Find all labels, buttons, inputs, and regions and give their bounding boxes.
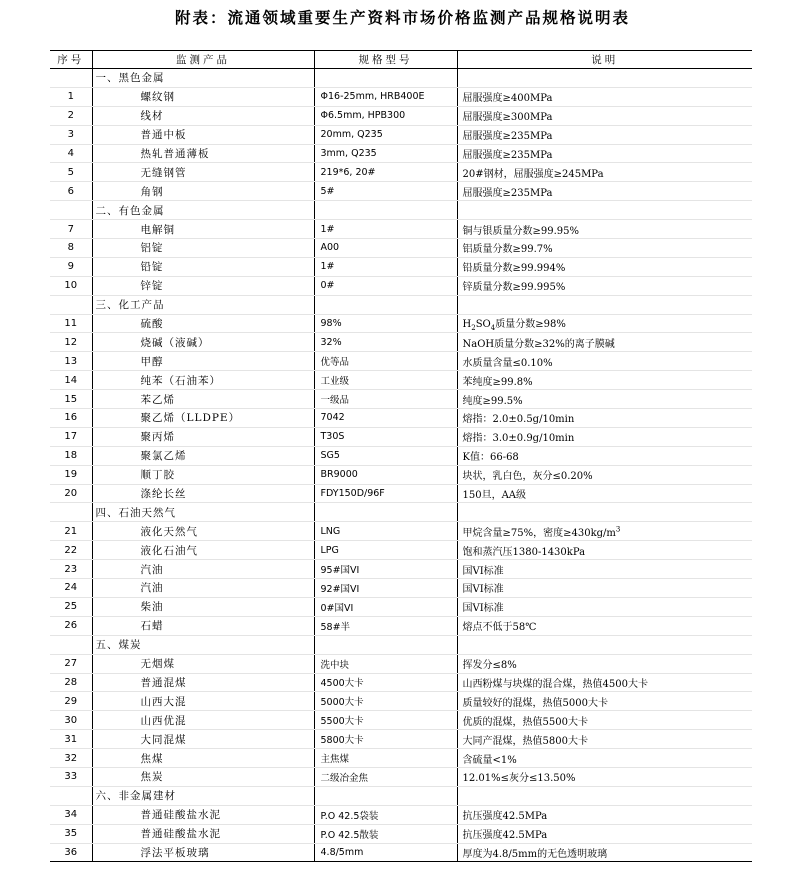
cell-no: 34 [50,805,92,824]
cell-product: 苯乙烯 [92,390,314,409]
table-row [50,541,752,560]
table-row [50,560,752,579]
cell-product: 锌锭 [92,276,314,295]
cell-product: 纯苯（石油苯） [92,371,314,390]
cell-product: 普通硅酸盐水泥 [92,805,314,824]
cell-spec: LPG [314,541,457,560]
cell-desc: 挥发分≤8% [457,654,752,673]
cell-desc: NaOH质量分数≥32%的离子膜碱 [457,333,752,352]
desc-part: 2 [471,324,476,333]
cell-desc [457,635,752,654]
cell-desc [457,503,752,522]
cell-no: 28 [50,673,92,692]
cell-product: 烧碱（液碱） [92,333,314,352]
cell-spec: P.O 42.5散装 [314,824,457,843]
table-body [50,69,752,862]
cell-desc [457,69,752,88]
category-label: 一、黑色金属 [92,69,314,88]
table-row [50,730,752,749]
cell-spec: 58#半 [314,616,457,635]
cell-product: 汽油 [92,579,314,598]
cell-no: 17 [50,427,92,446]
cell-desc: 质量较好的混煤，热值5000大卡 [457,692,752,711]
cell-spec: 219*6, 20# [314,163,457,182]
cell-no: 24 [50,579,92,598]
cell-desc: 大同产混煤，热值5800大卡 [457,730,752,749]
cell-spec: 3mm, Q235 [314,144,457,163]
cell-desc: 铜与银质量分数≥99.95% [457,220,752,239]
table-row [50,87,752,106]
table-row [50,371,752,390]
cell-desc: 屈服强度≥400MPa [457,87,752,106]
cell-product: 涤纶长丝 [92,484,314,503]
cell-no: 9 [50,257,92,276]
cell-no: 1 [50,87,92,106]
cell-no: 35 [50,824,92,843]
cell-spec: 1# [314,257,457,276]
table-row [50,182,752,201]
cell-desc: 屈服强度≥300MPa [457,106,752,125]
cell-spec: 5# [314,182,457,201]
table-row [50,446,752,465]
table-row [50,352,752,371]
cell-spec: 5000大卡 [314,692,457,711]
cell-desc [457,201,752,220]
cell-product: 普通混煤 [92,673,314,692]
cell-spec: SG5 [314,446,457,465]
cell-no: 27 [50,654,92,673]
cell-no: 31 [50,730,92,749]
cell-spec [314,786,457,805]
cell-no: 18 [50,446,92,465]
cell-product: 甲醇 [92,352,314,371]
cell-no: 30 [50,711,92,730]
table-row [50,409,752,428]
cell-spec: 4500大卡 [314,673,457,692]
cell-product: 聚乙烯（LLDPE） [92,409,314,428]
desc-part: H [462,319,472,331]
cell-desc [457,295,752,314]
cell-no: 10 [50,276,92,295]
cell-spec [314,295,457,314]
cell-product: 液化天然气 [92,522,314,541]
cell-spec: 二级冶金焦 [314,767,457,786]
table-row [50,220,752,239]
desc-part: 甲烷含量≥75%，密度≥430kg/m [462,527,616,539]
cell-spec: 20mm, Q235 [314,125,457,144]
cell-product: 浮法平板玻璃 [92,843,314,862]
category-label: 四、石油天然气 [92,503,314,522]
cell-no [50,295,92,314]
cell-spec: 1# [314,220,457,239]
cell-no: 25 [50,597,92,616]
table-row [50,427,752,446]
cell-spec: 优等品 [314,352,457,371]
table-row [50,711,752,730]
cell-spec: 98% [314,314,457,333]
category-row [50,786,752,805]
cell-desc: 饱和蒸汽压1380-1430kPa [457,541,752,560]
category-label: 二、有色金属 [92,201,314,220]
cell-no: 29 [50,692,92,711]
cell-product: 角钢 [92,182,314,201]
cell-product: 普通中板 [92,125,314,144]
table-row [50,314,752,333]
cell-no: 4 [50,144,92,163]
cell-no: 6 [50,182,92,201]
cell-spec [314,201,457,220]
cell-no [50,69,92,88]
cell-no [50,201,92,220]
cell-product: 电解铜 [92,220,314,239]
table-row [50,239,752,258]
category-row [50,295,752,314]
table-row [50,484,752,503]
cell-desc: 熔指：2.0±0.5g/10min [457,409,752,428]
table-row [50,824,752,843]
cell-product: 硫酸 [92,314,314,333]
cell-spec: 7042 [314,409,457,428]
table-row [50,692,752,711]
cell-product: 螺纹钢 [92,87,314,106]
page-title: 附表：流通领域重要生产资料市场价格监测产品规格说明表 [174,9,630,27]
cell-product: 山西大混 [92,692,314,711]
desc-part: SO [475,319,491,331]
cell-spec [314,503,457,522]
cell-no: 12 [50,333,92,352]
cell-product: 液化石油气 [92,541,314,560]
cell-product: 焦煤 [92,749,314,768]
cell-no: 14 [50,371,92,390]
table-row [50,843,752,862]
cell-desc: 纯度≥99.5% [457,390,752,409]
cell-product: 柴油 [92,597,314,616]
cell-no: 7 [50,220,92,239]
cell-product: 聚丙烯 [92,427,314,446]
table-header-row [50,51,752,69]
cell-spec [314,635,457,654]
cell-desc: 屈服强度≥235MPa [457,182,752,201]
table-row [50,749,752,768]
category-row [50,635,752,654]
cell-no: 19 [50,465,92,484]
cell-spec: 洗中块 [314,654,457,673]
cell-product: 热轧普通薄板 [92,144,314,163]
cell-spec: 0# [314,276,457,295]
header-no: 序号 [50,51,92,69]
table-row [50,767,752,786]
table-row [50,522,752,541]
cell-spec: 0#国VI [314,597,457,616]
cell-desc [457,314,752,333]
cell-product: 汽油 [92,560,314,579]
category-label: 三、化工产品 [92,295,314,314]
cell-product: 无烟煤 [92,654,314,673]
cell-desc: 含硫量<1% [457,749,752,768]
cell-spec: LNG [314,522,457,541]
cell-desc: 铝质量分数≥99.7% [457,239,752,258]
cell-spec: A00 [314,239,457,258]
cell-spec: T30S [314,427,457,446]
cell-no [50,635,92,654]
cell-spec: 92#国VI [314,579,457,598]
cell-product: 线材 [92,106,314,125]
cell-spec: 32% [314,333,457,352]
cell-desc: 山西粉煤与块煤的混合煤，热值4500大卡 [457,673,752,692]
cell-desc: 150旦，AA级 [457,484,752,503]
category-label: 六、非金属建材 [92,786,314,805]
cell-desc: 20#钢材，屈服强度≥245MPa [457,163,752,182]
cell-desc [457,786,752,805]
cell-desc [457,522,752,541]
cell-spec: 4.8/5mm [314,843,457,862]
header-desc: 说明 [457,51,752,69]
cell-no: 11 [50,314,92,333]
cell-spec: 一级品 [314,390,457,409]
cell-desc: 厚度为4.8/5mm的无色透明玻璃 [457,843,752,862]
cell-product: 焦炭 [92,767,314,786]
table-row [50,276,752,295]
header-spec: 规格型号 [314,51,457,69]
cell-desc: 优质的混煤，热值5500大卡 [457,711,752,730]
table-row [50,106,752,125]
cell-desc: 国VI标准 [457,579,752,598]
cell-spec: 95#国VI [314,560,457,579]
cell-spec: P.O 42.5袋装 [314,805,457,824]
cell-product: 普通硅酸盐水泥 [92,824,314,843]
table-row [50,597,752,616]
cell-no: 22 [50,541,92,560]
cell-product: 聚氯乙烯 [92,446,314,465]
cell-desc: 熔指：3.0±0.9g/10min [457,427,752,446]
cell-desc: K值：66-68 [457,446,752,465]
table-row [50,673,752,692]
cell-spec: 5500大卡 [314,711,457,730]
table-row [50,333,752,352]
category-row [50,69,752,88]
cell-no: 20 [50,484,92,503]
table-row [50,125,752,144]
cell-spec: FDY150D/96F [314,484,457,503]
cell-no: 23 [50,560,92,579]
cell-spec: Φ6.5mm, HPB300 [314,106,457,125]
cell-spec: BR9000 [314,465,457,484]
cell-product: 大同混煤 [92,730,314,749]
cell-spec [314,69,457,88]
cell-no: 21 [50,522,92,541]
cell-desc: 抗压强度42.5MPa [457,824,752,843]
desc-part: 3 [615,525,621,534]
cell-desc: 块状，乳白色，灰分≤0.20% [457,465,752,484]
cell-product: 石蜡 [92,616,314,635]
cell-spec: 工业级 [314,371,457,390]
cell-desc: 12.01%≤灰分≤13.50% [457,767,752,786]
cell-no: 15 [50,390,92,409]
desc-part: 4 [490,324,496,333]
cell-no: 33 [50,767,92,786]
desc-part: 质量分数≥98% [495,319,566,331]
cell-desc: 水质量含量≤0.10% [457,352,752,371]
category-label: 五、煤炭 [92,635,314,654]
table-row [50,163,752,182]
table-row [50,465,752,484]
category-row [50,201,752,220]
cell-product: 铅锭 [92,257,314,276]
cell-no: 3 [50,125,92,144]
table-row [50,616,752,635]
cell-no: 13 [50,352,92,371]
category-row [50,503,752,522]
cell-product: 无缝钢管 [92,163,314,182]
cell-desc: 屈服强度≥235MPa [457,125,752,144]
table-row [50,390,752,409]
cell-desc: 熔点不低于58℃ [457,616,752,635]
cell-desc: 锌质量分数≥99.995% [457,276,752,295]
cell-desc: 屈服强度≥235MPa [457,144,752,163]
cell-spec: Φ16-25mm, HRB400E [314,87,457,106]
cell-no: 2 [50,106,92,125]
header-product: 监测产品 [92,51,314,69]
cell-no: 26 [50,616,92,635]
table-row [50,144,752,163]
cell-spec: 主焦煤 [314,749,457,768]
table-row [50,579,752,598]
cell-desc: 铅质量分数≥99.994% [457,257,752,276]
table-row [50,654,752,673]
spec-table [50,50,752,862]
cell-product: 山西优混 [92,711,314,730]
cell-product: 顺丁胶 [92,465,314,484]
cell-no: 32 [50,749,92,768]
cell-no [50,786,92,805]
cell-no: 5 [50,163,92,182]
cell-desc: 国VI标准 [457,597,752,616]
cell-no: 36 [50,843,92,862]
cell-desc: 抗压强度42.5MPa [457,805,752,824]
table-row [50,257,752,276]
cell-no: 8 [50,239,92,258]
cell-no: 16 [50,409,92,428]
cell-spec: 5800大卡 [314,730,457,749]
table-row [50,805,752,824]
cell-no [50,503,92,522]
cell-product: 铝锭 [92,239,314,258]
cell-desc: 国VI标准 [457,560,752,579]
cell-desc: 苯纯度≥99.8% [457,371,752,390]
